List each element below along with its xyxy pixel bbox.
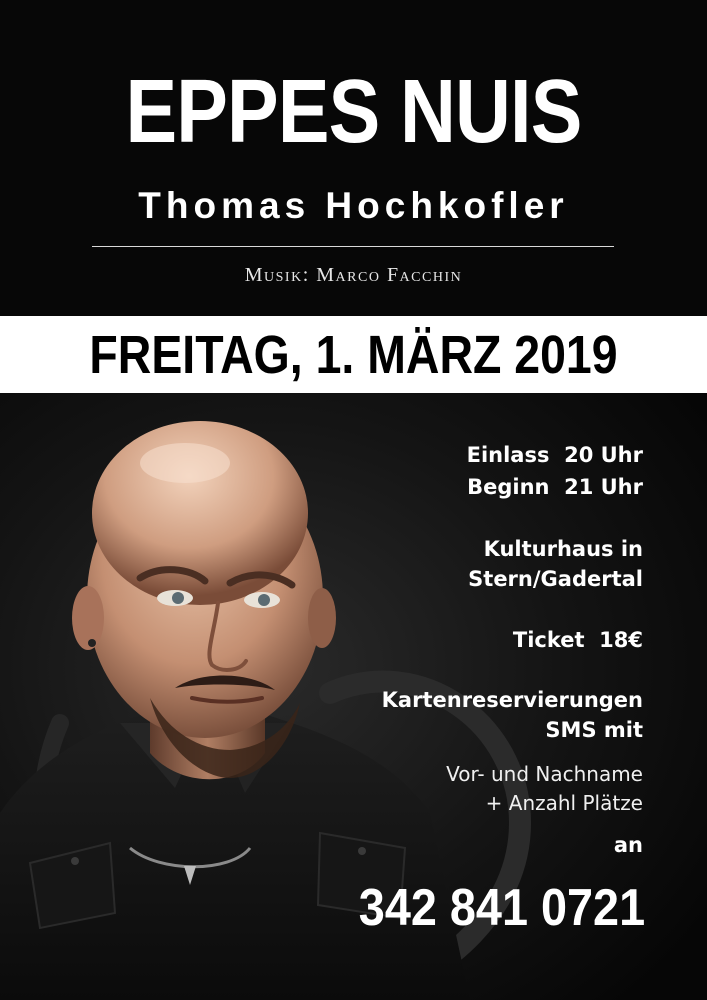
admission-time: Einlass 20 Uhr [466, 443, 643, 467]
performer-name: Thomas Hochkofler [138, 185, 569, 226]
venue-line-1: Kulturhaus in [483, 537, 643, 561]
music-credit: Musik: Marco Facchin [244, 264, 463, 286]
reservation-to: an [613, 833, 643, 857]
reservation-line-2: SMS mit [545, 718, 643, 742]
ticket-price: Ticket 18€ [512, 628, 643, 652]
reservation-seats-line: + Anzahl Plätze [485, 791, 643, 815]
reservation-name-line: Vor- und Nachname [446, 762, 643, 786]
divider-line [92, 246, 614, 247]
phone-number: 342 841 0721 [358, 879, 645, 937]
reservation-line-1: Kartenreservierungen [381, 688, 643, 712]
start-time: Beginn 21 Uhr [467, 475, 643, 499]
event-date: FREITAG, 1. MÄRZ 2019 [89, 325, 618, 385]
date-band [0, 316, 707, 393]
poster-title: EPPES NUIS [125, 62, 582, 162]
venue-line-2: Stern/Gadertal [468, 567, 643, 591]
